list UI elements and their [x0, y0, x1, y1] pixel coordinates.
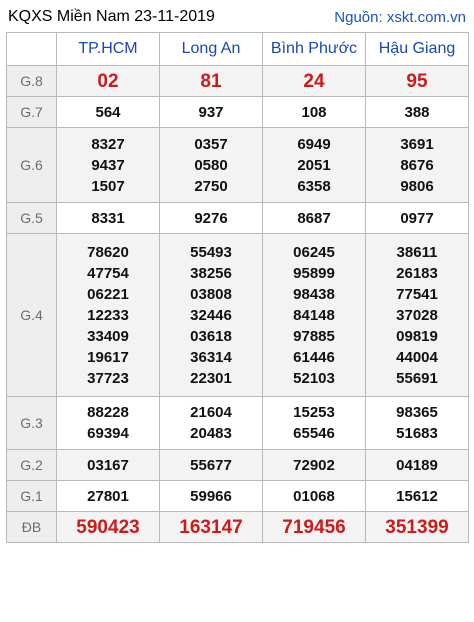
prize-cell — [263, 397, 366, 450]
prize-cell — [366, 128, 469, 203]
prize-number: 44004 — [396, 348, 438, 366]
prize-label: G.8 — [7, 66, 57, 97]
prize-number: 02 — [97, 70, 119, 92]
prize-number: 98438 — [293, 285, 335, 303]
prize-number: 351399 — [385, 516, 449, 538]
prize-cell — [160, 66, 263, 97]
prize-label: G.6 — [7, 128, 57, 203]
prize-cell — [263, 234, 366, 397]
prize-cell — [57, 481, 160, 512]
prize-number: 47754 — [87, 264, 129, 282]
prize-number: 06245 — [293, 243, 335, 261]
prize-number: 27801 — [87, 487, 129, 505]
prize-cell — [160, 481, 263, 512]
prize-cell — [263, 450, 366, 481]
prize-cell — [160, 128, 263, 203]
prize-number: 55677 — [190, 456, 232, 474]
prize-cell — [160, 203, 263, 234]
prize-cell — [263, 203, 366, 234]
prize-number: 61446 — [293, 348, 335, 366]
prize-cell — [366, 97, 469, 128]
prize-number: 37723 — [87, 369, 129, 387]
prize-cell — [160, 512, 263, 543]
prize-number: 8687 — [297, 209, 331, 227]
prize-number: 38611 — [396, 243, 438, 261]
header-bar — [6, 2, 468, 32]
prize-number: 3691 — [400, 135, 434, 153]
prize-number: 72902 — [293, 456, 335, 474]
prize-number: 77541 — [396, 285, 438, 303]
prize-number: 12233 — [87, 306, 129, 324]
prize-number: 51683 — [396, 425, 438, 442]
province-header[interactable]: Hậu Giang — [366, 33, 469, 66]
prize-cell — [263, 66, 366, 97]
prize-cell — [57, 512, 160, 543]
prize-row — [7, 203, 469, 234]
prize-number: 9806 — [400, 177, 434, 195]
prize-number: 163147 — [179, 516, 243, 538]
prize-row — [7, 397, 469, 450]
prize-number: 81 — [200, 70, 222, 92]
prize-label: ĐB — [7, 512, 57, 543]
prize-number: 1507 — [91, 177, 125, 195]
prize-number: 55493 — [190, 243, 232, 261]
prize-number: 0580 — [194, 156, 228, 174]
prize-cell — [263, 512, 366, 543]
prize-cell — [57, 234, 160, 397]
source-link[interactable]: Nguồn: xskt.com.vn — [334, 8, 466, 26]
prize-label: G.5 — [7, 203, 57, 234]
prize-number: 32446 — [190, 306, 232, 324]
prize-number: 8331 — [91, 209, 125, 227]
prize-number: 84148 — [293, 306, 335, 324]
prize-number: 98365 — [396, 404, 438, 421]
prize-number: 03618 — [190, 327, 232, 345]
prize-number: 06221 — [87, 285, 129, 303]
prize-cell — [57, 397, 160, 450]
prize-cell — [366, 450, 469, 481]
results-table — [6, 32, 469, 543]
prize-cell — [57, 203, 160, 234]
prize-number: 6949 — [297, 135, 331, 153]
prize-number: 78620 — [87, 243, 129, 261]
prize-cell — [160, 397, 263, 450]
prize-cell — [263, 97, 366, 128]
prize-number: 88228 — [87, 404, 129, 421]
prize-number: 937 — [198, 103, 224, 121]
prize-number: 24 — [303, 70, 325, 92]
prize-label: G.1 — [7, 481, 57, 512]
prize-number: 20483 — [190, 425, 232, 442]
prize-number: 8327 — [91, 135, 125, 153]
prize-row — [7, 481, 469, 512]
prize-number: 36314 — [190, 348, 232, 366]
prize-number: 33409 — [87, 327, 129, 345]
prize-number: 590423 — [76, 516, 140, 538]
prize-number: 95 — [406, 70, 428, 92]
prize-number: 03808 — [190, 285, 232, 303]
prize-number: 15612 — [396, 487, 438, 505]
prize-number: 69394 — [87, 425, 129, 442]
prize-row — [7, 450, 469, 481]
prize-label: G.4 — [7, 234, 57, 397]
prize-number: 22301 — [190, 369, 232, 387]
province-header-row — [7, 33, 469, 66]
prize-number: 9437 — [91, 156, 125, 174]
prize-cell — [57, 450, 160, 481]
prize-number: 719456 — [282, 516, 346, 538]
prize-number: 03167 — [87, 456, 129, 474]
prize-number: 04189 — [396, 456, 438, 474]
province-header[interactable]: Long An — [160, 33, 263, 66]
prize-number: 9276 — [194, 209, 228, 227]
prize-cell — [57, 128, 160, 203]
results-sheet — [6, 2, 468, 543]
prize-number: 2051 — [297, 156, 331, 174]
prize-row — [7, 512, 469, 543]
prize-cell — [366, 66, 469, 97]
prize-number: 108 — [301, 103, 327, 121]
prize-number: 38256 — [190, 264, 232, 282]
prize-cell — [366, 203, 469, 234]
prize-row — [7, 234, 469, 397]
prize-cell — [57, 97, 160, 128]
prize-number: 0357 — [194, 135, 228, 153]
prize-number: 564 — [95, 103, 121, 121]
prize-label: G.7 — [7, 97, 57, 128]
prize-number: 09819 — [396, 327, 438, 345]
corner-cell — [7, 33, 57, 66]
prize-row — [7, 128, 469, 203]
prize-number: 37028 — [396, 306, 438, 324]
page-title: KQXS Miền Nam 23-11-2019 — [8, 8, 215, 25]
prize-number: 19617 — [87, 348, 129, 366]
prize-cell — [160, 97, 263, 128]
prize-cell — [263, 128, 366, 203]
prize-number: 55691 — [396, 369, 438, 387]
prize-cell — [366, 234, 469, 397]
province-header[interactable]: Bình Phước — [263, 33, 366, 66]
prize-number: 0977 — [400, 209, 434, 227]
prize-cell — [366, 397, 469, 450]
prize-number: 59966 — [190, 487, 232, 505]
prize-cell — [366, 481, 469, 512]
prize-number: 388 — [404, 103, 430, 121]
prize-number: 8676 — [400, 156, 434, 174]
prize-cell — [160, 234, 263, 397]
prize-cell — [57, 66, 160, 97]
prize-number: 6358 — [297, 177, 331, 195]
prize-row — [7, 97, 469, 128]
prize-number: 52103 — [293, 369, 335, 387]
prize-rows — [7, 66, 469, 543]
prize-number: 95899 — [293, 264, 335, 282]
prize-number: 15253 — [293, 404, 335, 421]
prize-number: 21604 — [190, 404, 232, 421]
prize-row — [7, 66, 469, 97]
prize-label: G.2 — [7, 450, 57, 481]
province-header[interactable]: TP.HCM — [57, 33, 160, 66]
prize-number: 01068 — [293, 487, 335, 505]
prize-number: 97885 — [293, 327, 335, 345]
prize-number: 65546 — [293, 425, 335, 442]
prize-cell — [366, 512, 469, 543]
prize-number: 26183 — [396, 264, 438, 282]
prize-cell — [160, 450, 263, 481]
prize-label: G.3 — [7, 397, 57, 450]
prize-number: 2750 — [194, 177, 228, 195]
prize-cell — [263, 481, 366, 512]
